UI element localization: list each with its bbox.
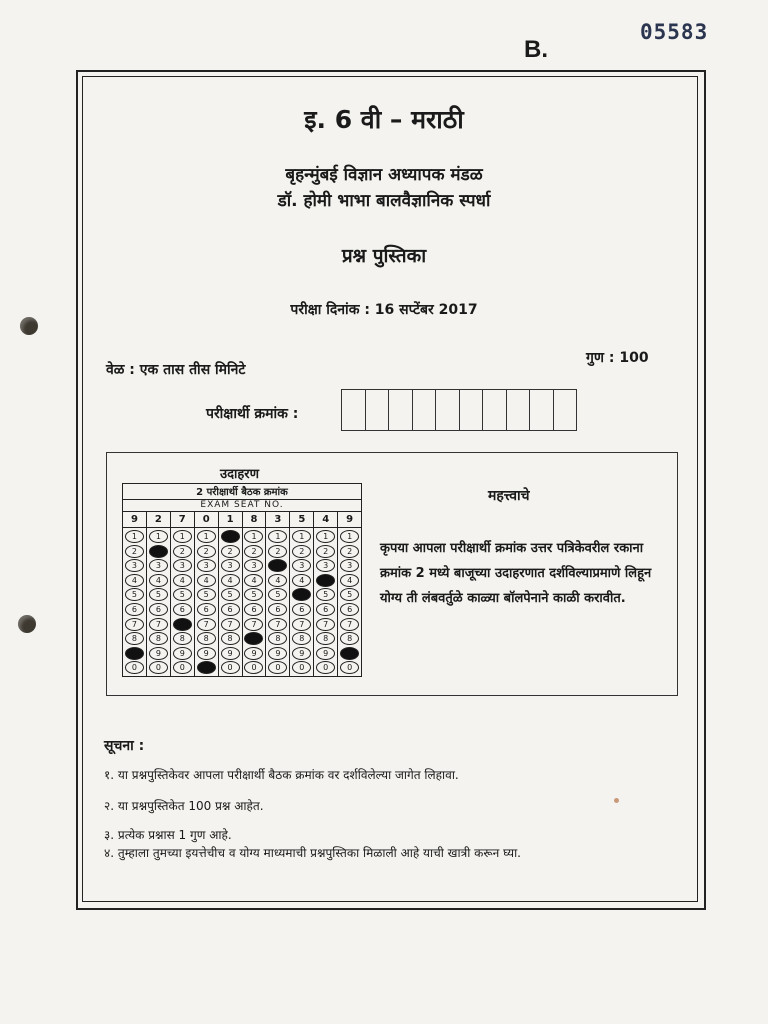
seat-digit: 0: [195, 512, 219, 527]
answer-bubble: 8: [173, 632, 192, 645]
seat-digit: 9: [123, 512, 147, 527]
answer-bubble: 3: [197, 559, 216, 572]
answer-bubble: 9: [197, 647, 216, 660]
seat-digit: 5: [290, 512, 314, 527]
seat-digit: 4: [314, 512, 338, 527]
booklet-title: प्रश्न पुस्तिका: [341, 245, 427, 267]
answer-bubble: 4: [340, 574, 359, 587]
important-heading: महत्त्वाचे: [488, 488, 530, 504]
answer-bubble: 3: [125, 559, 144, 572]
answer-bubble: 2: [292, 545, 311, 558]
answer-bubble: 6: [149, 603, 168, 616]
bubble-column: [338, 528, 361, 676]
bubble-column: [147, 528, 171, 676]
question-set-code: B.: [524, 36, 548, 63]
note-text: या प्रश्नपुस्तिकेत 100 प्रश्न आहेत.: [117, 799, 264, 813]
answer-bubble: 9: [316, 647, 335, 660]
filled-bubble: [173, 618, 192, 631]
answer-bubble: 7: [292, 618, 311, 631]
answer-bubble: 8: [316, 632, 335, 645]
answer-bubble: 1: [149, 530, 168, 543]
filled-bubble: [197, 661, 216, 674]
answer-bubble: 5: [221, 588, 240, 601]
note-text: प्रत्येक प्रश्नास 1 गुण आहे.: [117, 828, 232, 842]
bubble-column: [314, 528, 338, 676]
answer-bubble: 4: [244, 574, 263, 587]
ink-spot: [614, 798, 619, 803]
note-number: १.: [104, 768, 115, 782]
bubble-column: [290, 528, 314, 676]
note-item: [104, 826, 232, 843]
answer-bubble: 3: [316, 559, 335, 572]
answer-bubble: 4: [197, 574, 216, 587]
filled-bubble: [268, 559, 287, 572]
bubble-column: [171, 528, 195, 676]
answer-bubble: 7: [221, 618, 240, 631]
answer-bubble: 1: [268, 530, 287, 543]
answer-bubble: 8: [197, 632, 216, 645]
seat-digit-box[interactable]: [530, 390, 554, 430]
answer-bubble: 7: [244, 618, 263, 631]
answer-bubble: 1: [340, 530, 359, 543]
answer-bubble: 9: [149, 647, 168, 660]
bubble-column: [219, 528, 243, 676]
answer-bubble: 9: [292, 647, 311, 660]
time-duration: वेळ : एक तास तीस मिनिटे: [106, 362, 246, 378]
answer-bubble: 5: [316, 588, 335, 601]
answer-bubble: 0: [221, 661, 240, 674]
answer-bubble: 8: [340, 632, 359, 645]
seat-digit-box[interactable]: [436, 390, 460, 430]
answer-bubble: 8: [149, 632, 168, 645]
page-title: इ. 6 वी – मराठी: [304, 105, 464, 134]
filled-bubble: [292, 588, 311, 601]
answer-bubble: 1: [197, 530, 216, 543]
answer-bubble: 2: [268, 545, 287, 558]
answer-bubble: 1: [316, 530, 335, 543]
grid-header-marathi: 2 परीक्षार्थी बैठक क्रमांक: [123, 484, 361, 500]
answer-bubble: 8: [125, 632, 144, 645]
answer-bubble: 1: [244, 530, 263, 543]
competition-name: डॉ. होमी भाभा बालवैज्ञानिक स्पर्धा: [277, 191, 491, 211]
answer-bubble: 3: [149, 559, 168, 572]
answer-bubble: 6: [340, 603, 359, 616]
answer-bubble: 0: [149, 661, 168, 674]
grid-header-english: EXAM SEAT NO.: [123, 500, 361, 512]
answer-bubble: 6: [221, 603, 240, 616]
seat-digit: 1: [219, 512, 243, 527]
seat-digit-box[interactable]: [389, 390, 413, 430]
organization-name: बृहन्मुंबई विज्ञान अध्यापक मंडळ: [285, 165, 483, 185]
answer-bubble: 5: [149, 588, 168, 601]
seat-digit: 7: [171, 512, 195, 527]
notes-title: सूचना :: [104, 738, 145, 754]
answer-bubble: 7: [268, 618, 287, 631]
answer-bubble: 6: [292, 603, 311, 616]
filled-bubble: [340, 647, 359, 660]
note-item: [104, 842, 684, 864]
answer-bubble: 0: [268, 661, 287, 674]
answer-bubble: 2: [340, 545, 359, 558]
seat-digit-box[interactable]: [413, 390, 437, 430]
answer-bubble: 6: [244, 603, 263, 616]
answer-bubble: 6: [197, 603, 216, 616]
answer-bubble: 1: [125, 530, 144, 543]
answer-bubble: 5: [173, 588, 192, 601]
answer-bubble: 5: [125, 588, 144, 601]
seat-digit: 8: [243, 512, 267, 527]
seat-digit-box[interactable]: [342, 390, 366, 430]
answer-bubble: 2: [173, 545, 192, 558]
seat-digit-row: [123, 512, 361, 528]
answer-bubble: 9: [173, 647, 192, 660]
seat-digit-box[interactable]: [554, 390, 577, 430]
exam-date: परीक्षा दिनांक : 16 सप्टेंबर 2017: [290, 302, 478, 318]
answer-bubble: 7: [197, 618, 216, 631]
answer-bubble: 7: [125, 618, 144, 631]
answer-bubble: 9: [244, 647, 263, 660]
bubble-column: [123, 528, 147, 676]
answer-bubble: 1: [292, 530, 311, 543]
note-item: [104, 766, 459, 783]
answer-bubble: 0: [244, 661, 263, 674]
answer-bubble: 3: [292, 559, 311, 572]
total-marks: गुण : 100: [586, 350, 649, 366]
seat-number-label: परीक्षार्थी क्रमांक :: [206, 406, 299, 422]
answer-bubble: 6: [268, 603, 287, 616]
seat-digit-box[interactable]: [483, 390, 507, 430]
answer-bubble: 3: [221, 559, 240, 572]
note-number: ४.: [104, 846, 115, 860]
answer-bubble: 5: [244, 588, 263, 601]
seat-digit: 3: [266, 512, 290, 527]
answer-bubble: 4: [125, 574, 144, 587]
answer-bubble: 9: [268, 647, 287, 660]
bubble-column: [195, 528, 219, 676]
answer-bubble: 0: [316, 661, 335, 674]
answer-bubble: 0: [340, 661, 359, 674]
answer-bubble: 5: [340, 588, 359, 601]
punch-hole-icon: [20, 317, 38, 335]
answer-bubble: 9: [221, 647, 240, 660]
bubble-columns: [123, 528, 361, 676]
filled-bubble: [316, 574, 335, 587]
omr-example-grid: [122, 483, 362, 677]
note-text: तुम्हाला तुमच्या इयत्तेचीच व योग्य माध्यमाची प्रश्नपुस्तिका मिळाली आहे याची खात्री करून घ्या.: [117, 846, 522, 860]
answer-bubble: 6: [316, 603, 335, 616]
answer-bubble: 4: [268, 574, 287, 587]
note-number: २.: [104, 799, 115, 813]
filled-bubble: [125, 647, 144, 660]
answer-bubble: 0: [173, 661, 192, 674]
answer-bubble: 3: [340, 559, 359, 572]
seat-digit-box[interactable]: [507, 390, 531, 430]
bubble-column: [266, 528, 290, 676]
answer-bubble: 6: [173, 603, 192, 616]
filled-bubble: [244, 632, 263, 645]
answer-bubble: 4: [221, 574, 240, 587]
seat-digit-box[interactable]: [366, 390, 390, 430]
punch-hole-icon: [18, 615, 36, 633]
filled-bubble: [221, 530, 240, 543]
note-text: या प्रश्नपुस्तिकेवर आपला परीक्षार्थी बैठक क्रमांक वर दर्शविलेल्या जागेत लिहावा.: [117, 768, 459, 782]
answer-bubble: 3: [173, 559, 192, 572]
seat-number-boxes[interactable]: [341, 389, 577, 431]
answer-bubble: 5: [268, 588, 287, 601]
answer-bubble: 4: [173, 574, 192, 587]
answer-bubble: 8: [221, 632, 240, 645]
answer-bubble: 2: [244, 545, 263, 558]
answer-bubble: 8: [292, 632, 311, 645]
answer-bubble: 1: [173, 530, 192, 543]
note-number: ३.: [104, 828, 115, 842]
seat-digit: 9: [346, 514, 354, 525]
answer-bubble: 4: [292, 574, 311, 587]
answer-bubble: 0: [292, 661, 311, 674]
filled-bubble: [149, 545, 168, 558]
seat-digit: 2: [147, 512, 171, 527]
answer-bubble: 8: [268, 632, 287, 645]
serial-number: 05583: [640, 20, 709, 44]
answer-bubble: 5: [197, 588, 216, 601]
note-item: [104, 797, 264, 814]
answer-bubble: 0: [125, 661, 144, 674]
answer-bubble: 7: [149, 618, 168, 631]
example-title: उदाहरण: [220, 467, 260, 482]
answer-bubble: 3: [244, 559, 263, 572]
bubble-column: [243, 528, 267, 676]
answer-bubble: 2: [316, 545, 335, 558]
instruction-text: कृपया आपला परीक्षार्थी क्रमांक उत्तर पत्रिकेवरील रकाना क्रमांक 2 मध्ये बाजूच्या उदाहरणात दर्शविल्याप्रमाणे लिहून योग्य ती लंबवर्तुळे काळ्या बॉलपेनाने काळी करावीत.: [380, 541, 652, 606]
answer-bubble: 7: [340, 618, 359, 631]
answer-bubble: 2: [221, 545, 240, 558]
answer-bubble: 2: [125, 545, 144, 558]
answer-bubble: 4: [149, 574, 168, 587]
answer-bubble: 6: [125, 603, 144, 616]
answer-bubble: 2: [197, 545, 216, 558]
answer-bubble: 7: [316, 618, 335, 631]
seat-digit-box[interactable]: [460, 390, 484, 430]
